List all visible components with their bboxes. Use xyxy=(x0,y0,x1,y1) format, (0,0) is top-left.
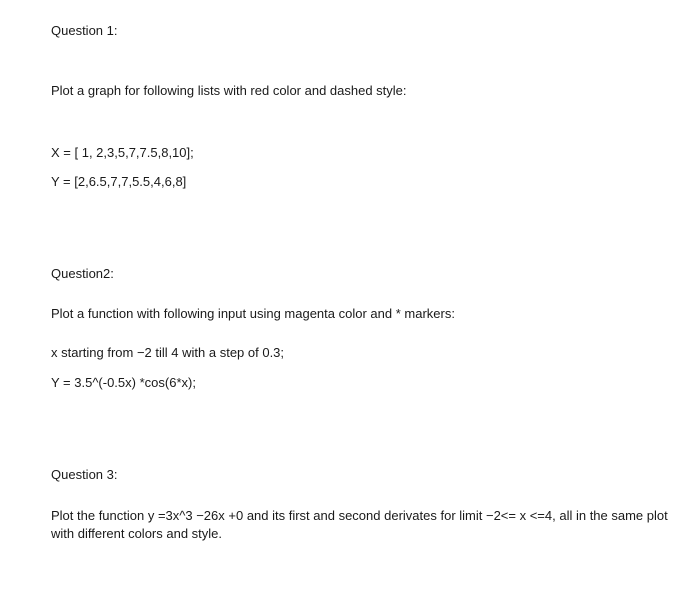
question-2-x-range: x starting from −2 till 4 with a step of 0.3; xyxy=(51,345,285,360)
question-2-y-function: Y = 3.5^(-0.5x) *cos(6*x); xyxy=(51,375,196,390)
question-1-x-list: X = [ 1, 2,3,5,7,7.5,8,10]; xyxy=(51,145,194,160)
question-2-instruction: Plot a function with following input using magenta color and * markers: xyxy=(51,306,455,321)
question-3-instruction: Plot the function y =3x^3 −26x +0 and its first and second derivates for limit −2<= x <=4, all in the same plot with different colors and style. xyxy=(51,508,668,541)
question-1-instruction: Plot a graph for following lists with red color and dashed style: xyxy=(51,83,407,98)
question-1-y-list: Y = [2,6.5,7,7,5.5,4,6,8] xyxy=(51,174,187,189)
question-2-heading: Question2: xyxy=(51,266,114,281)
question-1-heading: Question 1: xyxy=(51,23,118,38)
question-3-heading: Question 3: xyxy=(51,467,118,482)
